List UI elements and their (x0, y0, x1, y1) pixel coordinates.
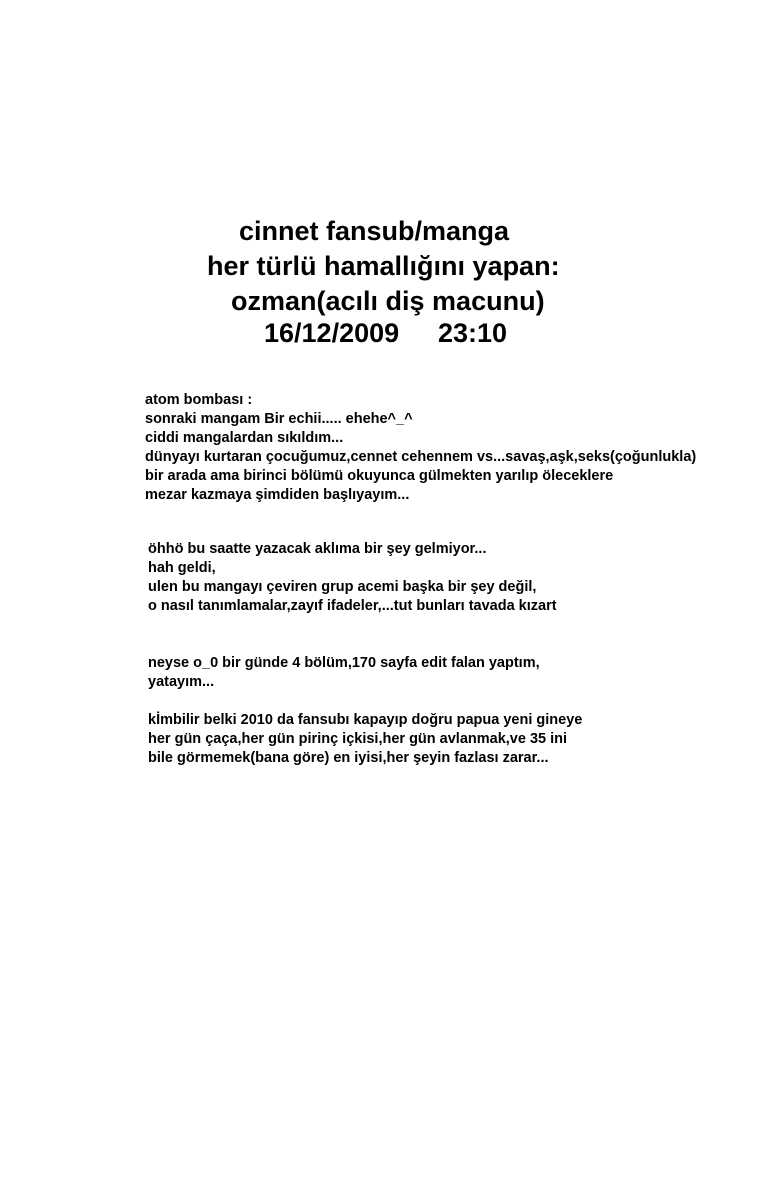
text-line: o nasıl tanımlamalar,zayıf ifadeler,...tut bunları tavada kızart (148, 598, 557, 614)
text-line: neyse o_0 bir günde 4 bölüm,170 sayfa edit falan yaptım, (148, 655, 540, 671)
text-line: her gün çaça,her gün pirinç içkisi,her gün avlanmak,ve 35 ini (148, 731, 568, 747)
heading-title: cinnet fansub/manga (239, 216, 510, 246)
text-line: kİmbilir belki 2010 da fansubı kapayıp doğru papua yeni gineye (148, 712, 583, 728)
text-line: öhhö bu saatte yazacak aklıma bir şey gelmiyor... (148, 541, 487, 557)
text-line: bir arada ama birinci bölümü okuyunca gülmekten yarılıp öleceklere (145, 468, 614, 484)
text-line: yatayım... (148, 674, 215, 690)
heading-time: 23:10 (438, 318, 508, 348)
heading-subtitle: her türlü hamallığını yapan: (207, 251, 560, 281)
heading-author: ozman(acılı diş macunu) (231, 286, 545, 316)
text-line: ciddi mangalardan sıkıldım... (145, 430, 344, 446)
text-line: ulen bu mangayı çeviren grup acemi başka bir şey değil, (148, 579, 537, 595)
text-line: hah geldi, (148, 560, 216, 576)
text-line: atom bombası : (145, 392, 253, 408)
text-line: sonraki mangam Bir echii..... ehehe^_^ (145, 411, 413, 427)
heading-date: 16/12/2009 (264, 318, 400, 348)
text-line: mezar kazmaya şimdiden başlıyayım... (145, 487, 410, 503)
text-line: bile görmemek(bana göre) en iyisi,her şeyin fazlası zarar... (148, 750, 549, 766)
text-line: dünyayı kurtaran çocuğumuz,cennet cehennem vs...savaş,aşk,seks(çoğunlukla) (145, 449, 697, 465)
